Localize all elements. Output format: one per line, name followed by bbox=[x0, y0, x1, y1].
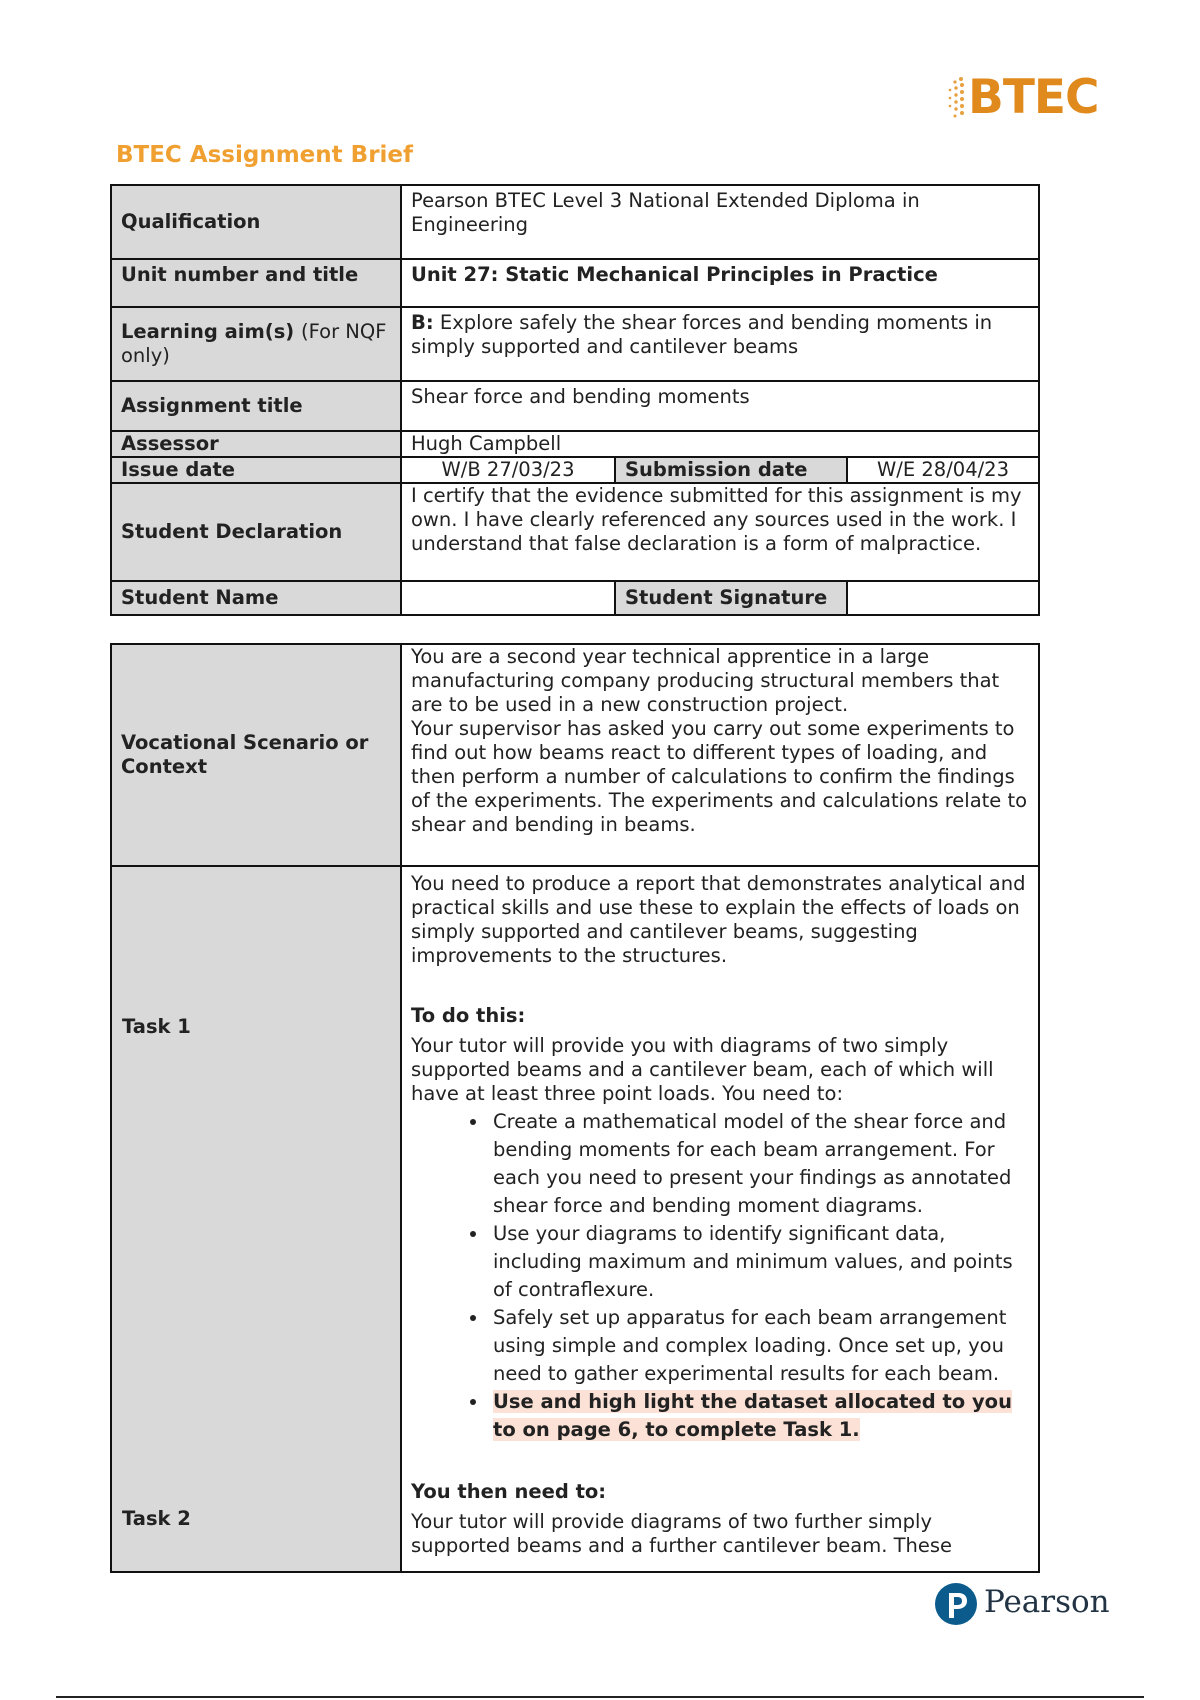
qualification-row bbox=[111, 185, 1039, 259]
task2-label: Task 2 bbox=[122, 1507, 191, 1530]
learning-aim-value bbox=[401, 307, 1039, 381]
tasks-row bbox=[111, 866, 1039, 1572]
scenario-row bbox=[111, 644, 1039, 866]
assignment-title-row bbox=[111, 381, 1039, 431]
student-name-field[interactable] bbox=[401, 581, 615, 615]
learning-aim-label-note: (For NQF only) bbox=[121, 320, 387, 367]
unit-label: Unit number and title bbox=[111, 259, 401, 307]
task2-text: Your tutor will provide diagrams of two further simply supported beams and a further cantilever beam. These bbox=[411, 1510, 953, 1557]
pearson-logo-text: Pearson bbox=[984, 1584, 1110, 1620]
submission-date-label: Submission date bbox=[615, 457, 847, 483]
task1-bullet-2: • Use your diagrams to identify significant data, including maximum and minimum values, and points of contraflexure. bbox=[489, 1220, 1029, 1304]
pearson-logo bbox=[934, 1580, 1110, 1630]
dates-row bbox=[111, 457, 1039, 483]
learning-aim-label-text: Learning aim(s) bbox=[121, 320, 295, 343]
learning-aim-row bbox=[111, 307, 1039, 381]
learning-aim-text: Explore safely the shear forces and bending moments in simply supported and cantilever beams bbox=[411, 311, 993, 358]
submission-date-value: W/E 28/04/23 bbox=[847, 457, 1039, 483]
declaration-label: Student Declaration bbox=[111, 483, 401, 581]
btec-dots-icon bbox=[946, 76, 966, 120]
qualification-value: Pearson BTEC Level 3 National Extended Diploma in Engineering bbox=[401, 185, 1039, 259]
scenario-paragraph-1: You are a second year technical apprentice in a large manufacturing company producing structural members that are to be used in a new construction project. bbox=[411, 645, 1000, 716]
learning-aim-prefix: B: bbox=[411, 311, 434, 334]
scenario-task-table bbox=[110, 643, 1040, 1573]
btec-logo-text: BTEC bbox=[968, 70, 1099, 125]
student-row bbox=[111, 581, 1039, 615]
page-title: BTEC Assignment Brief bbox=[116, 142, 414, 168]
assessor-label: Assessor bbox=[111, 431, 401, 457]
task1-highlight-bullet bbox=[489, 1388, 1029, 1444]
issue-date-label: Issue date bbox=[111, 457, 401, 483]
learning-aim-label bbox=[111, 307, 401, 381]
task1-bullet-1: • Create a mathematical model of the shear force and bending moments for each beam arrangement. For each you need to present your findings as annotated shear force and bending moment diagrams. bbox=[489, 1108, 1029, 1220]
declaration-row bbox=[111, 483, 1039, 581]
qualification-label: Qualification bbox=[111, 185, 401, 259]
unit-value: Unit 27: Static Mechanical Principles in Practice bbox=[401, 259, 1039, 307]
scenario-paragraph-2: Your supervisor has asked you carry out some experiments to find out how beams react to different types of loading, and then perform a number of calculations to confirm the findings of the experiments. The experiments and calculations relate to shear and bending in beams. bbox=[411, 717, 1028, 836]
task1-todo-text: Your tutor will provide you with diagrams of two simply supported beams and a cantilever beam, each of which will have at least three point loads. You need to: bbox=[411, 1034, 994, 1105]
task1-todo-heading: To do this: bbox=[411, 1004, 526, 1027]
assessor-row bbox=[111, 431, 1039, 457]
pearson-p-icon bbox=[934, 1580, 978, 1628]
issue-date-value: W/B 27/03/23 bbox=[401, 457, 615, 483]
task1-label: Task 1 bbox=[122, 1015, 191, 1038]
header-table bbox=[110, 184, 1040, 616]
page-bottom-rule bbox=[56, 1696, 1144, 1698]
student-signature-field[interactable] bbox=[847, 581, 1039, 615]
btec-logo bbox=[946, 70, 1099, 128]
task1-bullet-3: • Safely set up apparatus for each beam arrangement using simple and complex loading. Once set up, you need to gather experimental results for each beam. bbox=[489, 1304, 1029, 1388]
assignment-title-label: Assignment title bbox=[111, 381, 401, 431]
student-signature-label: Student Signature bbox=[615, 581, 847, 615]
task1-intro: You need to produce a report that demonstrates analytical and practical skills and use these to explain the effects of loads on simply supported and cantilever beams, suggesting improvements to the structures. bbox=[411, 872, 1026, 967]
task1-bullet-list bbox=[411, 1108, 1029, 1444]
assignment-title-value: Shear force and bending moments bbox=[401, 381, 1039, 431]
tasks-content bbox=[401, 866, 1039, 1572]
task1-highlight-text: Use and high light the dataset allocated to you to on page 6, to complete Task 1. bbox=[493, 1390, 1012, 1441]
student-name-label: Student Name bbox=[111, 581, 401, 615]
declaration-value: I certify that the evidence submitted for this assignment is my own. I have clearly referenced any sources used in the work. I understand that false declaration is a form of malpractice. bbox=[401, 483, 1039, 581]
task2-heading: You then need to: bbox=[411, 1480, 607, 1503]
scenario-content bbox=[401, 644, 1039, 866]
scenario-label: Vocational Scenario or Context bbox=[111, 644, 401, 866]
unit-row bbox=[111, 259, 1039, 307]
tasks-label-cell bbox=[111, 866, 401, 1572]
assessor-value: Hugh Campbell bbox=[401, 431, 1039, 457]
